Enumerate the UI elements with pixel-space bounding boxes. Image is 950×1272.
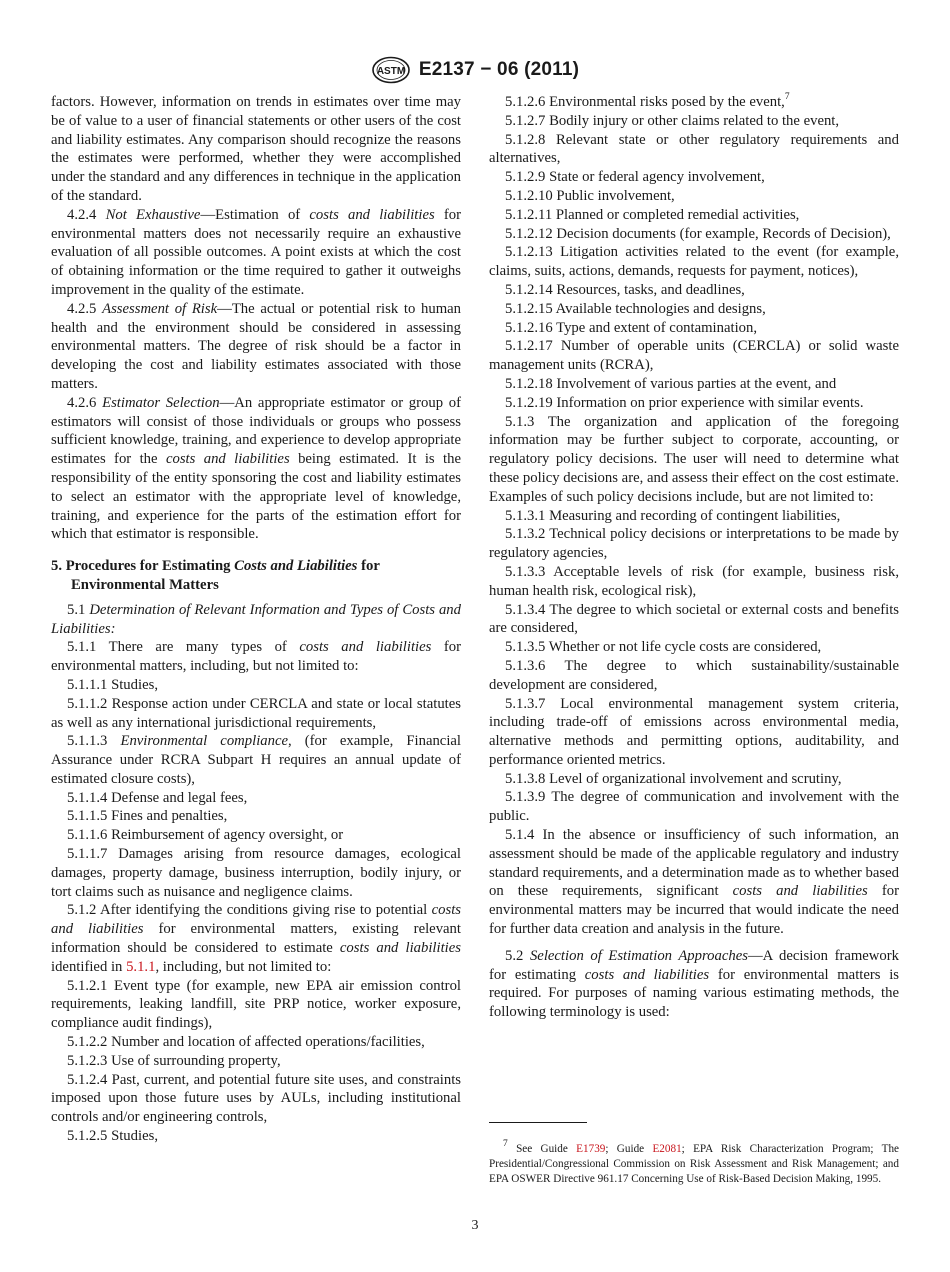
paragraph-5-2: 5.2 Selection of Estimation Approaches—A decision framework for estimating costs and liabilities for environmental matters is required. For purposes of naming various estimating methods, the following terminology is used: (489, 947, 900, 1021)
paragraph-5-1-1: 5.1.1 There are many types of costs and liabilities for environmental matters, including, but not limited to: (51, 639, 462, 675)
paragraph-5-1-2-7: 5.1.2.7 Bodily injury or other claims related to the event, (505, 112, 840, 129)
right-column (489, 93, 899, 1022)
section-5-heading: 5. Procedures for Estimating Costs and Liabilities for Environmental Matters (51, 558, 380, 593)
paragraph-5-1-3-1: 5.1.3.1 Measuring and recording of contingent liabilities, (505, 507, 841, 524)
paragraph-5-1-2-12: 5.1.2.12 Decision documents (for example, Records of Decision), (505, 225, 891, 242)
paragraph-5-1-2-5: 5.1.2.5 Studies, (67, 1128, 158, 1145)
paragraph-5-1-1-5: 5.1.1.5 Fines and penalties, (67, 808, 228, 825)
paragraph-5-1-1-4: 5.1.1.4 Defense and legal fees, (67, 789, 248, 806)
paragraph-5-1-2-2: 5.1.2.2 Number and location of affected operations/facilities, (67, 1034, 425, 1051)
paragraph-5-1-3-4: 5.1.3.4 The degree to which societal or external costs and benefits are considered, (489, 601, 899, 637)
paragraph-5-1-2-10: 5.1.2.10 Public involvement, (505, 187, 675, 204)
paragraph-5-1-1-7: 5.1.1.7 Damages arising from resource damages, ecological damages, property damage, business interruption, bodily injury, or tort claims such as nuisance and negligence claims. (51, 846, 461, 900)
paragraph-5-1-3-2: 5.1.3.2 Technical policy decisions or interpretations to be made by regulatory agencies, (489, 526, 899, 562)
paragraph-5-1-2-13: 5.1.2.13 Litigation activities related to the event (for example, claims, suits, actions, demands, requests for payment, notices), (489, 244, 899, 280)
paragraph-5-1-1-1: 5.1.1.1 Studies, (67, 676, 158, 693)
left-column (51, 93, 461, 1146)
paragraph-4-2-5: 4.2.5 Assessment of Risk—The actual or potential risk to human health and the environment should be considered in assessing environmental matters. The degree of risk should be a factor in developing the cost and liability estimates associated with those matters. (51, 300, 461, 392)
paragraph-5-1-3-7: 5.1.3.7 Local environmental management system criteria, including trade-off of emissions across environmental media, alternative methods and permitting options, auditability, and performance oriented metrics. (489, 695, 899, 768)
paragraph-5-1-2-11: 5.1.2.11 Planned or completed remedial activities, (505, 206, 800, 223)
paragraph-5-1-1-3: 5.1.1.3 Environmental compliance, (for example, Financial Assurance under RCRA Subpart H requires an annual update of estimated closure costs), (51, 733, 461, 787)
footnote-7: $^7$ See Guide E1739; Guide E2081; EPA Risk Characterization Program; The Presidential/Congressional Commission on Risk Assessment and Risk Management; and EPA OSWER Directive 961.17 Concerning Use of Risk-Based Decision Making, 1995. (489, 1139, 900, 1185)
footnote-divider (489, 1122, 587, 1123)
paragraph-5-1-3-6: 5.1.3.6 The degree to which sustainability/sustainable development are considered, (489, 657, 899, 693)
paragraph-4-2-6: 4.2.6 Estimator Selection—An appropriate estimator or group of estimators will consist of those individuals or groups who possess sufficient knowledge, training, and experience to develop appropriate estimates for the costs and liabilities being estimated. It is the responsibility of the entity sponsoring the cost and liability estimates to select an estimator with the appropriate level of knowledge, training, and experience for the parts of the estimation effort for which that estimator is responsible. (51, 394, 462, 543)
link-e1739[interactable]: E1739 (576, 1143, 606, 1156)
link-e2081[interactable]: E2081 (652, 1143, 682, 1156)
paragraph-5-1-2: 5.1.2 After identifying the conditions giving rise to potential costs and liabilities for environmental matters, existing relevant information should be considered to estimate costs and liabilities identified in 5.1.1, including, but not limited to: (51, 902, 462, 975)
paragraph-5-1-3-8: 5.1.3.8 Level of organizational involvement and scrutiny, (505, 770, 842, 787)
page-header (0, 56, 950, 86)
paragraph-5-1-3-5: 5.1.3.5 Whether or not life cycle costs are considered, (505, 639, 822, 656)
logo-text: ASTM (376, 66, 406, 77)
document-id: E2137 − 06 (2011) (418, 59, 580, 80)
paragraph-5-1-2-16: 5.1.2.16 Type and extent of contamination, (505, 319, 758, 336)
paragraph-intro: factors. However, information on trends in estimates over time may be of value to a user of financial statements or other users of the cost and liability estimates. Any comparison should recognize the reasons the estimates were performed, whether they were accomplished under the standard and any differences in technique in the application of the standard. (51, 94, 461, 204)
astm-logo-icon (371, 56, 411, 84)
paragraph-5-1-2-6: 5.1.2.6 Environmental risks posed by the event,$^7$ (505, 92, 790, 110)
paragraph-5-1: 5.1 Determination of Relevant Information and Types of Costs and Liabilities: (51, 601, 461, 637)
paragraph-5-1-2-8: 5.1.2.8 Relevant state or other regulatory requirements and alternatives, (489, 131, 899, 167)
paragraph-5-1-2-17: 5.1.2.17 Number of operable units (CERCLA) or solid waste management units (RCRA), (489, 338, 899, 374)
paragraph-5-1-4: 5.1.4 In the absence or insufficiency of such information, an assessment should be made of the applicable regulatory and industry standard requirements, and a determination made as to whether based on these requirements, significant costs and liabilities for environmental matters may be incurred that would indicate the need for further data creation and analysis in the future. (489, 827, 899, 938)
paragraph-5-1-2-15: 5.1.2.15 Available technologies and designs, (505, 300, 766, 317)
paragraph-5-1-3-3: 5.1.3.3 Acceptable levels of risk (for example, business risk, human health risk, ecological risk), (489, 563, 899, 599)
section-link-5-1-1[interactable]: 5.1.1 (126, 958, 156, 975)
paragraph-5-1-2-14: 5.1.2.14 Resources, tasks, and deadlines, (505, 281, 745, 298)
paragraph-5-1-2-3: 5.1.2.3 Use of surrounding property, (67, 1052, 281, 1069)
paragraph-5-1-2-9: 5.1.2.9 State or federal agency involvement, (505, 169, 765, 186)
paragraph-5-1-2-19: 5.1.2.19 Information on prior experience with similar events. (505, 394, 864, 411)
paragraph-5-1-2-18: 5.1.2.18 Involvement of various parties at the event, and (505, 375, 837, 392)
paragraph-5-1-2-1: 5.1.2.1 Event type (for example, new EPA air emission control requirements, leaking landfill, site PRP notice, worker exposure, compliance audit findings), (51, 977, 461, 1032)
page-number: 3 (471, 1218, 479, 1233)
paragraph-4-2-4: 4.2.4 Not Exhaustive—Estimation of costs and liabilities for environmental matters does not necessarily require an exhaustive evaluation of all possible outcomes. A point exists at which the cost of obtaining information or the time required to gather it outweighs improvement in the quality of the estimate. (51, 206, 462, 298)
paragraph-5-1-1-6: 5.1.1.6 Reimbursement of agency oversight, or (67, 827, 344, 844)
paragraph-5-1-2-4: 5.1.2.4 Past, current, and potential future site uses, and constraints imposed upon those future uses by AULs, including institutional controls and/or engineering controls, (51, 1071, 461, 1126)
footnote-ref-7[interactable]: 7 (784, 92, 790, 103)
paragraph-5-1-3-9: 5.1.3.9 The degree of communication and involvement with the public. (489, 789, 899, 825)
paragraph-5-1-1-2: 5.1.1.2 Response action under CERCLA and state or local statutes as well as any international jurisdictional requirements, (51, 695, 461, 731)
paragraph-5-1-3: 5.1.3 The organization and application of the foregoing information may be further subject to corporate, accounting, or regulatory policy decisions. The user will need to determine what these policy decisions are, and assess their effect on the cost estimate. Examples of such policy decisions include, but are not limited to: (489, 413, 899, 505)
